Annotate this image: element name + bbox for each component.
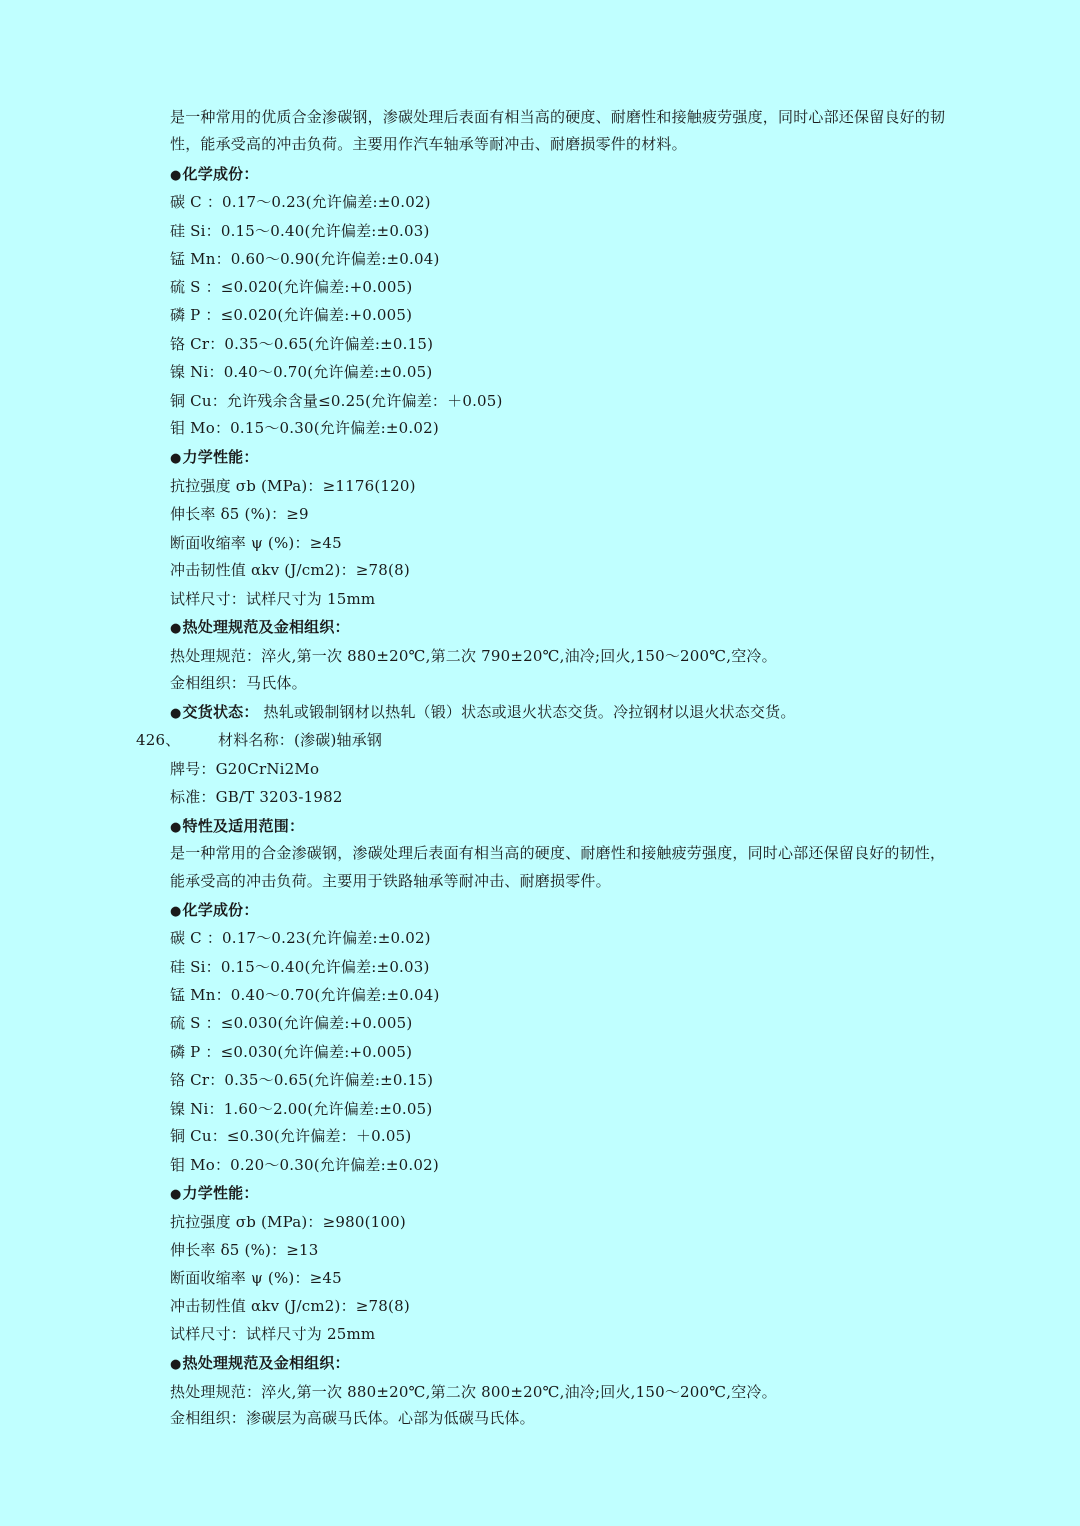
chem-line: 镍 Ni：0.40～0.70(允许偏差:±0.05) [170, 363, 433, 381]
chem-line: 硫 S ：≤0.030(允许偏差:+0.005) [170, 1014, 413, 1032]
mech-line: 断面收缩率 ψ (%)：≥45 [170, 1269, 342, 1287]
mech-line: 伸长率 δ5 (%)：≥13 [170, 1241, 319, 1259]
heat-heading: ●热处理规范及金相组织： [170, 1354, 350, 1372]
heat-heading: ●热处理规范及金相组织： [170, 618, 350, 636]
delivery-heading: ●交货状态： [170, 703, 259, 721]
chem-line: 铬 Cr：0.35～0.65(允许偏差:±0.15) [170, 1071, 434, 1089]
intro-line: 能承受高的冲击负荷。主要用于铁路轴承等耐冲击、耐磨损零件。 [170, 872, 611, 890]
props-heading: ●特性及适用范围： [170, 817, 305, 835]
delivery-line [170, 702, 796, 724]
chem-line: 铜 Cu：允许残余含量≤0.25(允许偏差：＋0.05) [170, 392, 503, 410]
mech-line: 断面收缩率 ψ (%)：≥45 [170, 534, 342, 552]
chem-heading: ●化学成份： [170, 901, 259, 919]
heat-line: 金相组织：渗碳层为高碳马氏体。心部为低碳马氏体。 [170, 1409, 535, 1427]
chem-line: 钼 Mo：0.15～0.30(允许偏差:±0.02) [170, 419, 439, 437]
mech-line: 伸长率 δ5 (%)：≥9 [170, 505, 309, 523]
grade-line: 牌号：G20CrNi2Mo [170, 760, 320, 778]
chem-line: 铜 Cu：≤0.30(允许偏差：＋0.05) [170, 1127, 412, 1145]
chem-line: 碳 C ：0.17～0.23(允许偏差:±0.02) [170, 929, 431, 947]
heat-line: 金相组织：马氏体。 [170, 674, 307, 692]
intro-line: 是一种常用的优质合金渗碳钢，渗碳处理后表面有相当高的硬度、耐磨性和接触疲劳强度，同时心部还保留良好的韧 [170, 108, 946, 126]
chem-line: 钼 Mo：0.20～0.30(允许偏差:±0.02) [170, 1156, 439, 1174]
chem-line: 硅 Si：0.15～0.40(允许偏差:±0.03) [170, 222, 430, 240]
heat-line: 热处理规范：淬火,第一次 880±20℃,第二次 790±20℃,油冷;回火,150～200℃,空冷。 [170, 647, 777, 665]
mech-heading: ●力学性能： [170, 1184, 259, 1202]
entry-title: 材料名称：(渗碳)轴承钢 [218, 731, 383, 749]
mech-line: 抗拉强度 σb (MPa)：≥980(100) [170, 1213, 406, 1231]
intro-line: 是一种常用的合金渗碳钢，渗碳处理后表面有相当高的硬度、耐磨性和接触疲劳强度，同时心部还保留良好的韧性， [170, 844, 946, 862]
bullet-icon: ● [170, 451, 182, 466]
bullet-icon: ● [170, 904, 182, 919]
chem-line: 镍 Ni：1.60～2.00(允许偏差:±0.05) [170, 1100, 433, 1118]
mech-line: 试样尺寸：试样尺寸为 15mm [170, 590, 376, 608]
mech-heading: ●力学性能： [170, 448, 259, 466]
chem-line: 锰 Mn：0.40～0.70(允许偏差:±0.04) [170, 986, 440, 1004]
chem-line: 锰 Mn：0.60～0.90(允许偏差:±0.04) [170, 250, 440, 268]
intro-line: 性，能承受高的冲击负荷。主要用作汽车轴承等耐冲击、耐磨损零件的材料。 [170, 135, 687, 153]
chem-line: 碳 C ：0.17～0.23(允许偏差:±0.02) [170, 193, 431, 211]
bullet-icon: ● [170, 168, 182, 183]
entry-number: 426、 [136, 731, 181, 749]
bullet-icon: ● [170, 706, 182, 721]
mech-line: 冲击韧性值 αkv (J/cm2)：≥78(8) [170, 1297, 410, 1315]
mech-line: 抗拉强度 σb (MPa)：≥1176(120) [170, 477, 416, 495]
chem-line: 硅 Si：0.15～0.40(允许偏差:±0.03) [170, 958, 430, 976]
mech-line: 试样尺寸：试样尺寸为 25mm [170, 1325, 376, 1343]
bullet-icon: ● [170, 1187, 182, 1202]
standard-line: 标准：GB/T 3203-1982 [170, 788, 343, 806]
mech-line: 冲击韧性值 αkv (J/cm2)：≥78(8) [170, 561, 410, 579]
heat-line: 热处理规范：淬火,第一次 880±20℃,第二次 800±20℃,油冷;回火,150～200℃,空冷。 [170, 1383, 777, 1401]
bullet-icon: ● [170, 820, 182, 835]
chem-line: 磷 P ：≤0.030(允许偏差:+0.005) [170, 1043, 413, 1061]
chem-line: 铬 Cr：0.35～0.65(允许偏差:±0.15) [170, 335, 434, 353]
chem-heading: ●化学成份： [170, 165, 259, 183]
chem-line: 硫 S ：≤0.020(允许偏差:+0.005) [170, 278, 413, 296]
bullet-icon: ● [170, 1357, 182, 1372]
delivery-text: 热轧或锻制钢材以热轧（锻）状态或退火状态交货。冷拉钢材以退火状态交货。 [263, 703, 796, 721]
bullet-icon: ● [170, 621, 182, 636]
chem-line: 磷 P ：≤0.020(允许偏差:+0.005) [170, 306, 413, 324]
